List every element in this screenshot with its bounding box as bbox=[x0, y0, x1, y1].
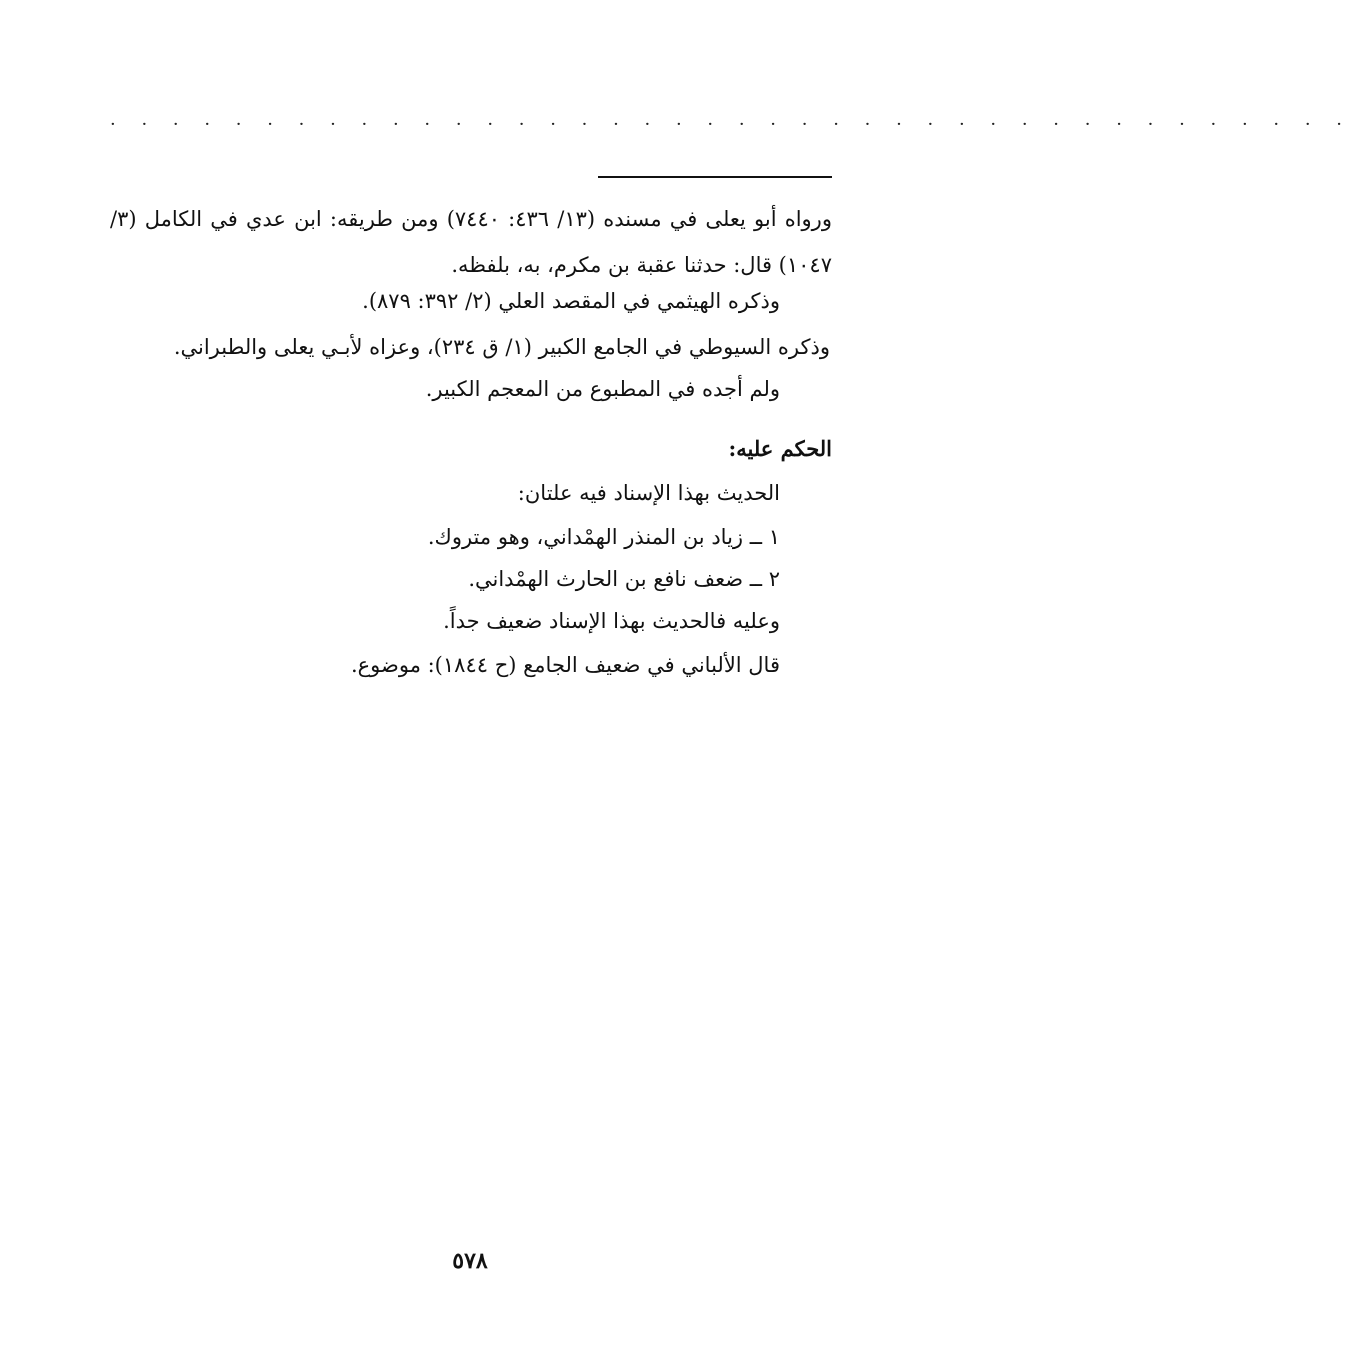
footnote-separator-dots: · · · · · · · · · · · · · · · · · · · · · · · · · · · · · · · · · · · · · · · · bbox=[110, 114, 1352, 135]
judgment-heading: الحكم عليه: bbox=[728, 436, 832, 461]
line-conclusion: وعليه فالحديث بهذا الإسناد ضعيف جداً. bbox=[443, 609, 780, 633]
source-paragraph: ورواه أبو يعلى في مسنده (١٣/ ٤٣٦: ٧٤٤٠) ومن طريقه: ابن عدي في الكامل (٣/ ١٠٤٧) قال: حدثنا عقبة بن مكرم، به، بلفظه. bbox=[110, 207, 832, 277]
defect-2: ٢ ــ ضعف نافع بن الحارث الهمْداني. bbox=[468, 567, 780, 591]
line-albani: قال الألباني في ضعيف الجامع (ح ١٨٤٤): موضوع. bbox=[350, 653, 780, 677]
suyuti-paragraph bbox=[160, 324, 830, 370]
suyuti-text: وذكره السيوطي في الجامع الكبير (١/ ق ٢٣٤)، وعزاه لأبـي يعلى والطبراني. bbox=[173, 335, 830, 359]
footnote-rule bbox=[598, 176, 832, 178]
line-not-found: ولم أجده في المطبوع من المعجم الكبير. bbox=[425, 377, 780, 401]
line-haythami: وذكره الهيثمي في المقصد العلي (٢/ ٣٩٢: ٨٧٩). bbox=[362, 289, 780, 313]
defect-1: ١ ــ زياد بن المنذر الهمْداني، وهو متروك. bbox=[427, 525, 780, 549]
page-number: ٥٧٨ bbox=[452, 1248, 488, 1274]
line-two-defects: الحديث بهذا الإسناد فيه علتان: bbox=[517, 481, 780, 505]
